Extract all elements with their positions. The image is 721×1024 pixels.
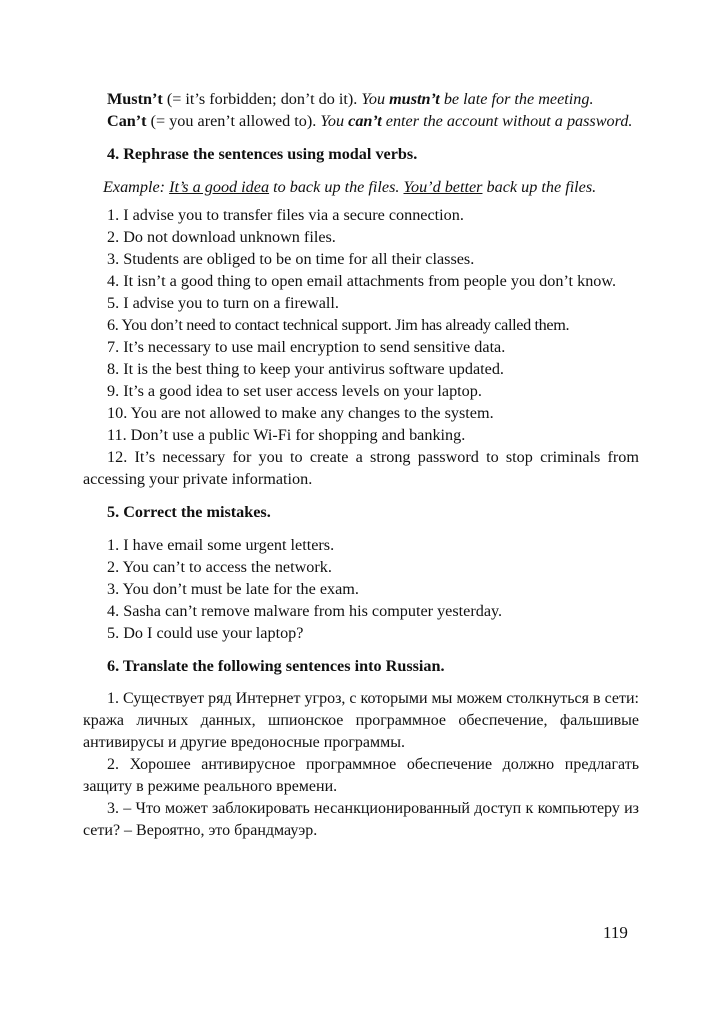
section4-example [83, 176, 639, 198]
page-number: 119 [603, 923, 628, 942]
example-underline-2: You’d better [403, 178, 483, 196]
mustnt-example-pre: You [361, 90, 390, 108]
mustnt-term: Mustn’t [107, 90, 163, 108]
section4-item-2: 2. Do not download unknown files. [107, 228, 336, 246]
section4-item-9: 9. It’s a good idea to set user access levels on your laptop. [107, 382, 482, 400]
section5-item-4: 4. Sasha can’t remove malware from his computer yesterday. [107, 602, 503, 620]
cant-meaning: (= you aren’t allowed to). [146, 112, 321, 130]
section4-item-1: 1. I advise you to transfer files via a secure connection. [107, 206, 464, 224]
section4-item-5: 5. I advise you to turn on a firewall. [107, 294, 339, 312]
section4-item-10: 10. You are not allowed to make any changes to the system. [107, 404, 494, 422]
section4-item-3: 3. Students are obliged to be on time for all their classes. [107, 250, 475, 268]
section5-item-5: 5. Do I could use your laptop? [107, 624, 304, 642]
section4-item-12: 12. It’s necessary for you to create a strong password to stop criminals from accessing your private information. [83, 448, 639, 488]
mustnt-example [361, 90, 593, 108]
section4-item-7: 7. It’s necessary to use mail encryption to send sensitive data. [107, 338, 506, 356]
page-content [83, 88, 639, 842]
section6-item-1: 1. Существует ряд Интернет угроз, с которыми мы можем столкнуться в сети: кража личных данных, шпионское программное обеспечение, фальшивые антивирусы и другие вредоносные программы. [83, 690, 639, 751]
section5-heading: 5. Correct the mistakes. [107, 503, 271, 521]
section4-item-11: 11. Don’t use a public Wi-Fi for shopping and banking. [107, 426, 466, 444]
example-prefix: Example: [103, 178, 170, 196]
section4-item-4: 4. It isn’t a good thing to open email attachments from people you don’t know. [107, 272, 617, 290]
section6-heading: 6. Translate the following sentences into Russian. [107, 657, 445, 675]
cant-example-bold: can’t [348, 112, 382, 130]
cant-example-post: enter the account without a password. [381, 112, 633, 130]
mustnt-example-bold: mustn’t [389, 90, 440, 108]
cant-note [83, 110, 639, 132]
cant-term: Can’t [107, 112, 147, 130]
mustnt-note [83, 88, 639, 110]
section4-item-6: 6. You don’t need to contact technical support. Jim has already called them. [107, 316, 570, 334]
example-suffix: back up the files. [482, 178, 597, 196]
mustnt-example-post: be late for the meeting. [439, 90, 594, 108]
example-middle: to back up the files. [269, 178, 404, 196]
example-underline-1: It’s a good idea [169, 178, 270, 196]
section5-item-3: 3. You don’t must be late for the exam. [107, 580, 359, 598]
cant-example [320, 112, 632, 130]
section4-heading: 4. Rephrase the sentences using modal verbs. [107, 145, 418, 163]
section4-item-8: 8. It is the best thing to keep your antivirus software updated. [107, 360, 504, 378]
mustnt-meaning: (= it’s forbidden; don’t do it). [162, 90, 362, 108]
section6-item-2: 2. Хорошее антивирусное программное обеспечение должно предлагать защиту в режиме реального времени. [83, 756, 639, 795]
cant-example-pre: You [320, 112, 349, 130]
section5-item-2: 2. You can’t to access the network. [107, 558, 332, 576]
section5-item-1: 1. I have email some urgent letters. [107, 536, 335, 554]
section6-item-3: 3. – Что может заблокировать несанкционированный доступ к компьютеру из сети? – Вероятно, это брандмауэр. [83, 800, 639, 839]
